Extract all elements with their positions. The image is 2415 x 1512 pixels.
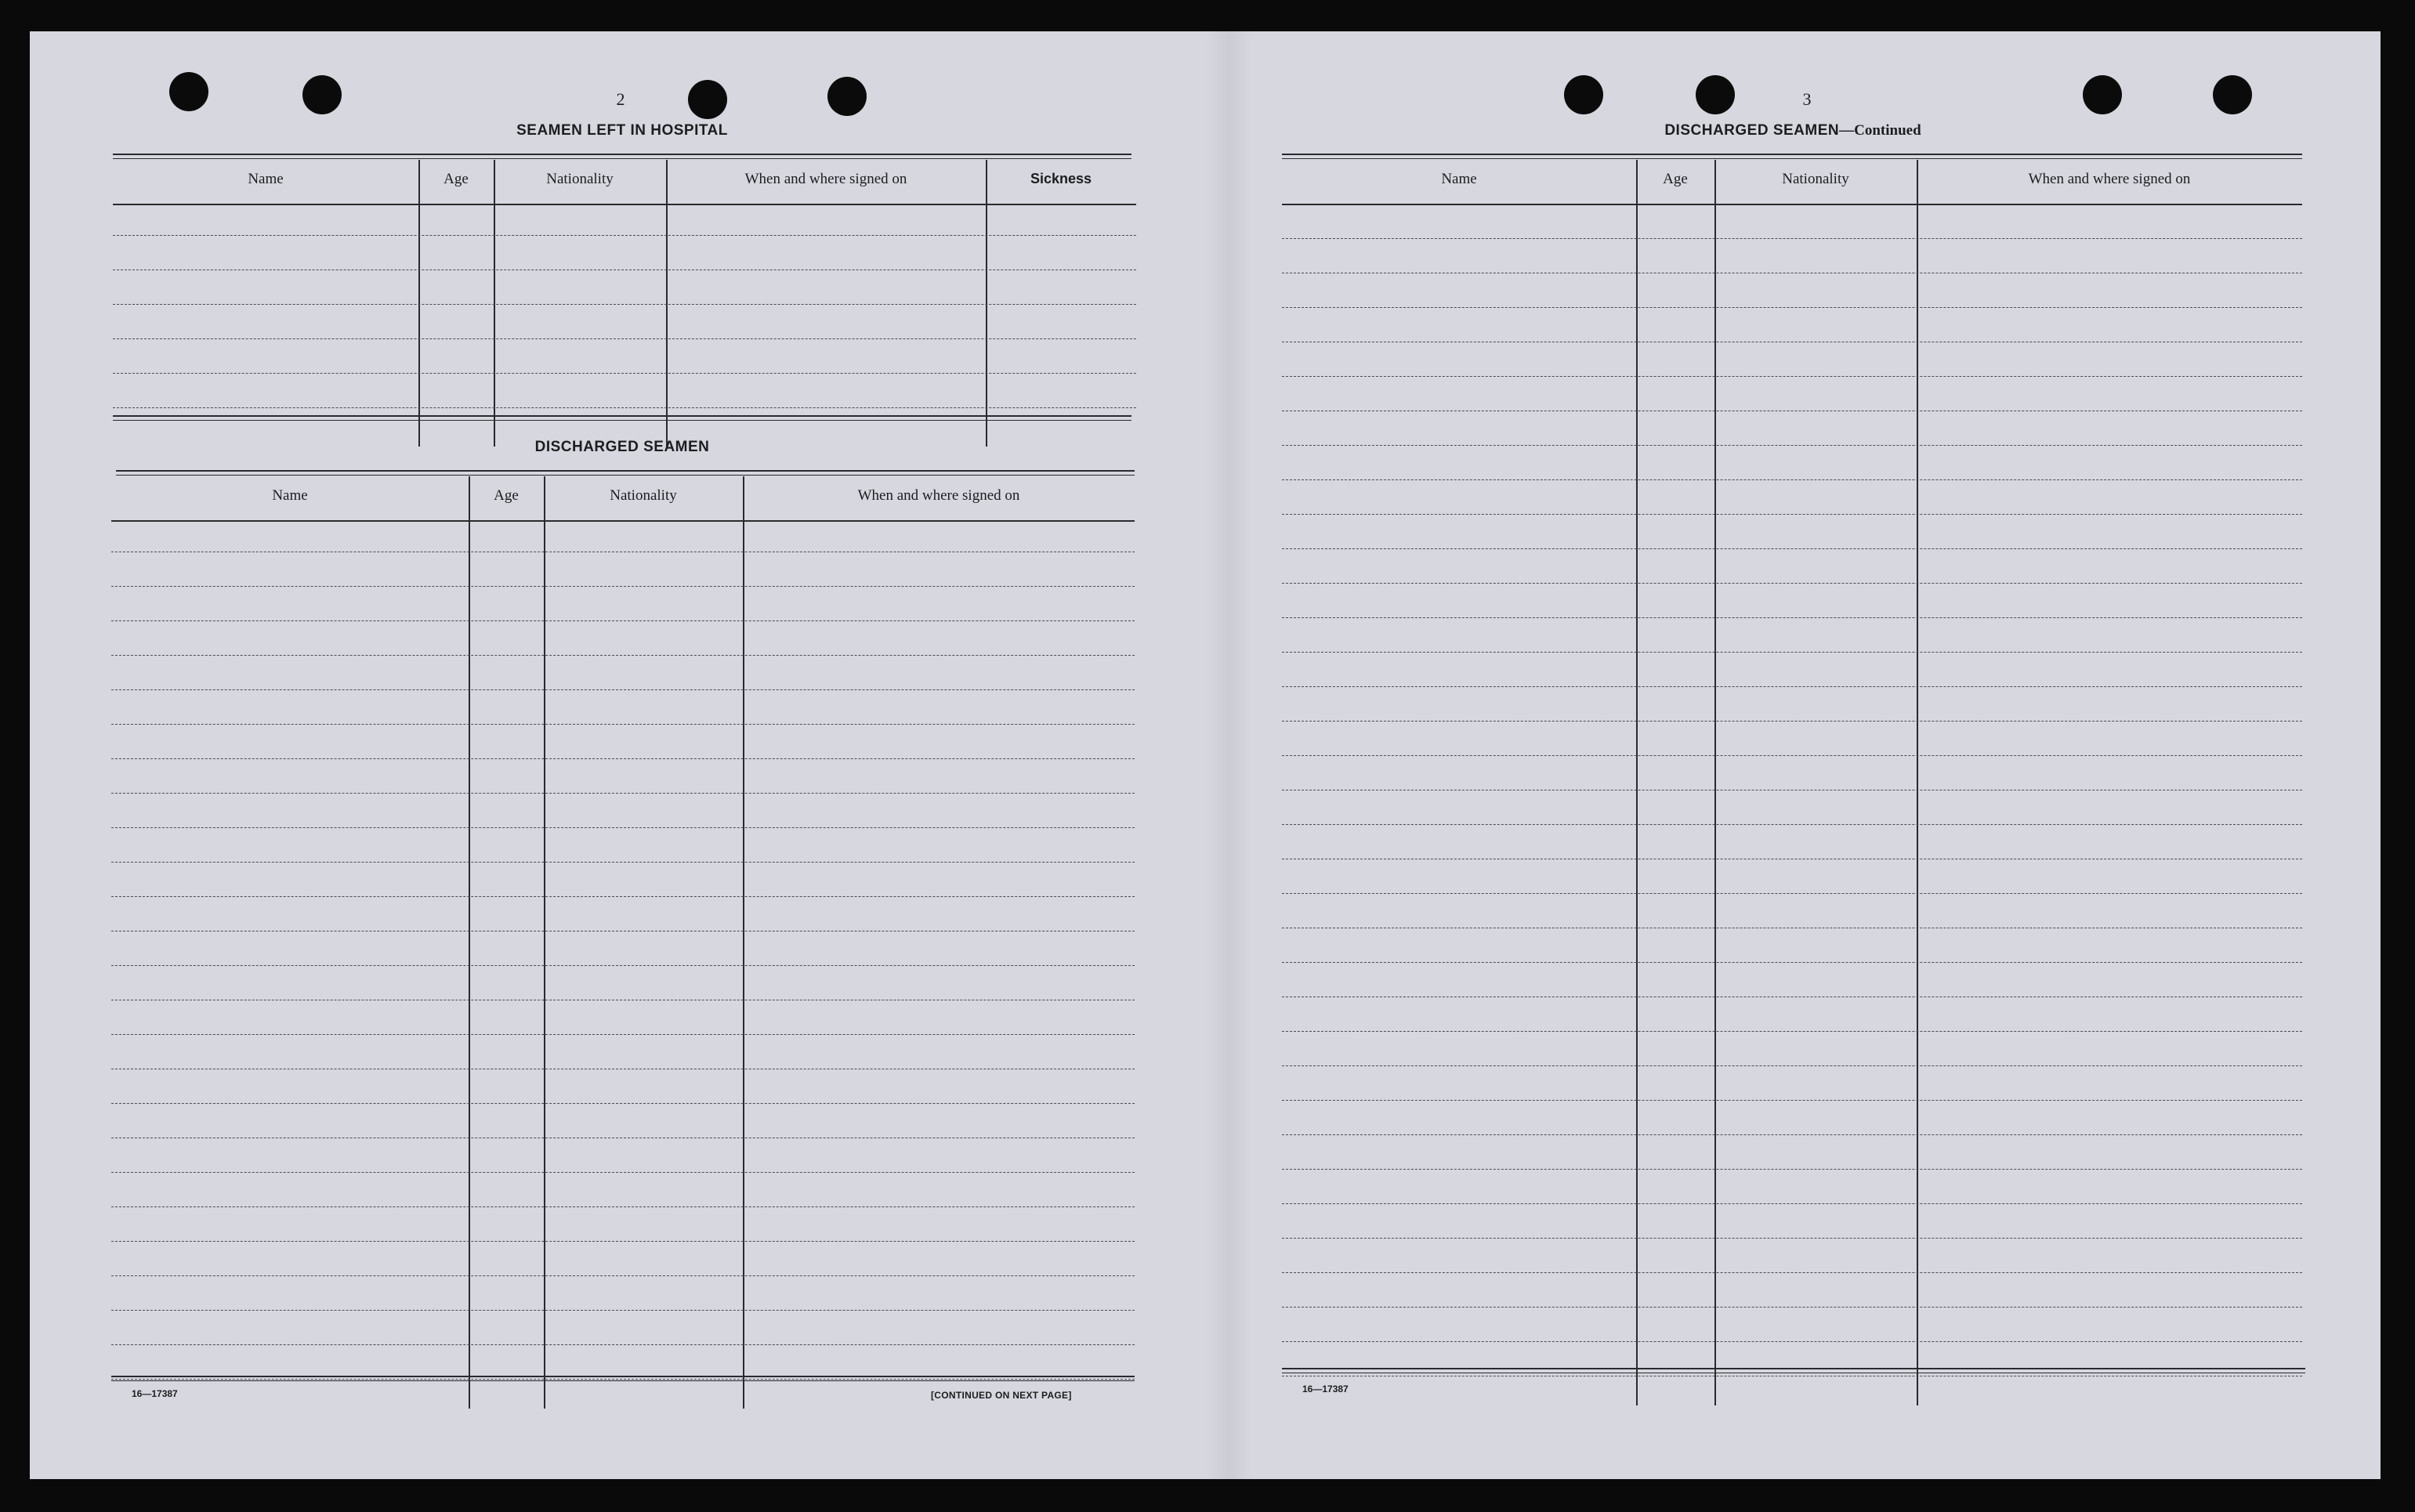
table-row <box>1282 652 2302 653</box>
discharged-bottom-rule <box>111 1376 1135 1381</box>
hospital-section-title: SEAMEN LEFT IN HOSPITAL <box>516 122 728 139</box>
table-row <box>1282 376 2302 377</box>
page-number-right: 3 <box>1802 89 1812 109</box>
hospital-col-age: Age <box>444 171 469 187</box>
page-fold <box>1205 31 1252 1479</box>
table-row <box>113 304 1136 305</box>
punch-hole <box>1696 75 1735 114</box>
table-row <box>1282 1100 2302 1101</box>
punch-hole <box>688 80 727 119</box>
table-row <box>111 896 1135 897</box>
continued-col-signed-on: When and where signed on <box>2028 171 2191 187</box>
continued-col-name: Name <box>1441 171 1477 187</box>
table-row <box>111 689 1135 690</box>
discharged-continued-title-suffix: —Continued <box>1839 122 1921 139</box>
table-row <box>111 862 1135 863</box>
punch-hole <box>169 72 208 111</box>
table-row <box>1282 1065 2302 1066</box>
document-sheet <box>30 31 2381 1479</box>
table-row <box>111 793 1135 794</box>
hospital-table <box>113 160 1136 447</box>
table-row <box>111 1310 1135 1311</box>
table-row <box>1282 548 2302 549</box>
punch-hole <box>302 75 342 114</box>
continued-bottom-rule <box>1282 1368 2305 1373</box>
table-row <box>111 1103 1135 1104</box>
hospital-col-nationality: Nationality <box>546 171 614 187</box>
table-row <box>1282 617 2302 618</box>
table-row <box>1282 238 2302 239</box>
continued-note: [CONTINUED ON NEXT PAGE] <box>931 1390 1072 1401</box>
hospital-top-rule <box>113 154 1131 159</box>
table-row <box>111 620 1135 621</box>
table-row <box>1282 1341 2302 1342</box>
table-row <box>111 965 1135 966</box>
table-row <box>1282 721 2302 722</box>
table-row <box>1282 1307 2302 1308</box>
table-row <box>111 1034 1135 1035</box>
page-number-left: 2 <box>616 89 625 109</box>
form-number-left: 16—17387 <box>132 1388 178 1399</box>
table-row <box>111 758 1135 759</box>
table-row <box>1282 962 2302 963</box>
table-row <box>1282 1169 2302 1170</box>
table-row <box>1282 307 2302 308</box>
table-row <box>1282 686 2302 687</box>
discharged-top-rule <box>116 470 1135 476</box>
table-row <box>111 586 1135 587</box>
continued-top-rule <box>1282 154 2302 159</box>
table-row <box>1282 1203 2302 1204</box>
table-row <box>1282 1134 2302 1135</box>
discharged-continued-title <box>1284 122 2302 139</box>
table-row <box>1282 514 2302 515</box>
hospital-col-sickness: Sickness <box>1030 171 1092 186</box>
punch-hole <box>2213 75 2252 114</box>
table-row <box>1282 824 2302 825</box>
table-row <box>1282 1238 2302 1239</box>
discharged-col-signed-on: When and where signed on <box>857 487 1020 504</box>
hospital-bottom-rule <box>113 415 1131 421</box>
hospital-col-signed-on: When and where signed on <box>744 171 907 187</box>
table-row <box>111 1344 1135 1345</box>
discharged-col-nationality: Nationality <box>610 487 677 504</box>
punch-hole <box>1564 75 1603 114</box>
table-row <box>111 1241 1135 1242</box>
punch-hole <box>827 77 867 116</box>
table-row <box>1282 1272 2302 1273</box>
discharged-col-age: Age <box>494 487 519 504</box>
table-row <box>113 269 1136 270</box>
continued-col-nationality: Nationality <box>1782 171 1849 187</box>
discharged-table <box>111 476 1135 1409</box>
table-row <box>1282 1031 2302 1032</box>
discharged-col-name: Name <box>272 487 308 504</box>
discharged-continued-table <box>1282 160 2302 1405</box>
table-row <box>113 235 1136 236</box>
table-row <box>113 338 1136 339</box>
table-row <box>111 1172 1135 1173</box>
discharged-section-title: DISCHARGED SEAMEN <box>534 439 710 455</box>
continued-col-age: Age <box>1663 171 1688 187</box>
form-number-right: 16—17387 <box>1302 1384 1349 1394</box>
table-row <box>113 373 1136 374</box>
table-row <box>1282 583 2302 584</box>
table-row <box>1282 755 2302 756</box>
table-row <box>1282 893 2302 894</box>
table-row <box>111 827 1135 828</box>
table-row <box>111 655 1135 656</box>
discharged-continued-title-main: DISCHARGED SEAMEN <box>1664 122 1840 139</box>
table-row <box>111 1206 1135 1207</box>
table-row <box>111 1275 1135 1276</box>
table-row <box>113 407 1136 408</box>
table-row <box>111 724 1135 725</box>
punch-hole <box>2083 75 2122 114</box>
table-row <box>1282 445 2302 446</box>
table-row <box>1282 479 2302 480</box>
hospital-col-name: Name <box>248 171 284 187</box>
